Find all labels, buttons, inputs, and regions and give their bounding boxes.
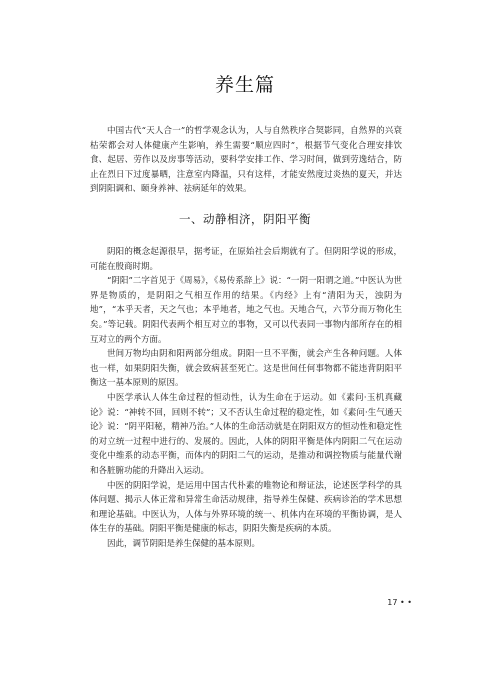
body-paragraph: 中医学承认人体生命过程的恒动性，认为生命在于运动。如《素问·玉机真藏论》说：“神转不回，回则不转”；又不否认生命过程的稳定性，如《素问·生气通天论》说：“阴平阳秘，精神乃治。”人体的生命活动就是在阴阳双方的恒动性和稳定性的对立统一过程中进行的、发展的。因此，人体的阴阳平衡是体内阴阳二气在运动变化中维系的动态平衡，而体内的阴阳二气的运动，是推动和调控物质与能量代谢和各脏腑功能的升降出入运动。	[90, 392, 402, 476]
section-heading: 一、动静相济，阴阳平衡	[179, 212, 311, 226]
page-title: 养生篇	[214, 74, 275, 96]
body-paragraph: 世间万物均由阴和阳两部分组成。阴阳一旦不平衡，就会产生各种问题。人体也一样，如果阴阳失衡，就会致病甚至死亡。这是世间任何事物都不能违背阴阳平衡这一基本原则的原因。	[90, 349, 402, 389]
body-paragraph: 中医的阴阳学说，是运用中国古代朴素的唯物论和辩证法，论述医学科学的具体问题、揭示人体正常和异常生命活动规律，指导养生保健、疾病诊治的学术思想和理论基础。中医认为，人体与外界环境的统一、机体内在环境的平衡协调，是人体生存的基础。阴阳平衡是健康的标志，阴阳失衡是疾病的本质。	[90, 480, 402, 535]
body-paragraph: 阴阳的概念起源很早，据考证，在原始社会后期就有了。但阴阳学说的形成，可能在殷商时期。	[90, 247, 402, 272]
section-body	[90, 245, 402, 551]
intro-paragraph: 中国古代“天人合一”的哲学观念认为，人与自然秩序合契影同，自然界的兴衰枯荣都会对人体健康产生影响，养生需要“顺应四时”，根据节气变化合理安排饮食、起居、劳作以及房事等活动，要科学安排工作、学习时间，做到劳逸结合，防止在烈日下过度暴晒，注意室内降温，只有这样，才能安然度过炎热的夏天，并达到阴阳调和、颐身养神、祛病延年的效果。	[90, 126, 402, 194]
body-paragraph: “阴阳”二字首见于《周易》，《易传系辞上》说：“一阴一阳谓之道。”中医认为世界是物质的，是阴阳之气相互作用的结果。《内经》上有“清阳为天，浊阴为地”，“本乎天者，天之气也；本乎地者，地之气也。天地合气，六节分而万物化生矣。”等记载。阴阳代表两个相互对立的事物，又可以代表同一事物内部所存在的相互对立的两个方面。	[90, 276, 402, 345]
page-number: 17 • •	[387, 598, 412, 607]
body-paragraph: 因此，调节阴阳是养生保健的基本原则。	[107, 538, 261, 549]
